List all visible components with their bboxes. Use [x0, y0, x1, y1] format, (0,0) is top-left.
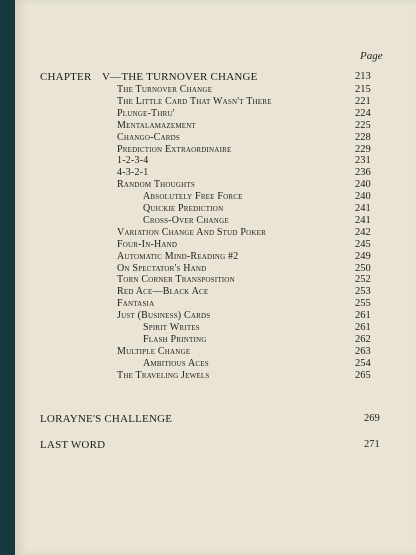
toc-entry-page: 250: [355, 262, 371, 274]
toc-entry: [15, 358, 416, 370]
toc-entry-page: 255: [355, 298, 371, 310]
section-title: LAST WORD: [40, 439, 106, 451]
toc-entry-page: 245: [355, 238, 371, 250]
toc-entry-page: 242: [355, 226, 371, 238]
toc-entry-page: 263: [355, 345, 371, 357]
toc-entry-page: 225: [355, 119, 371, 131]
toc-entry-title: The Turnover Change: [117, 84, 213, 95]
toc-entry-title: The Little Card That Wasn't There: [117, 95, 272, 107]
section-row-last-word: [40, 439, 385, 451]
section-row-challenge: [40, 413, 385, 425]
toc-entry-title: On Spectator's Hand: [117, 262, 207, 274]
toc-entry-title: Plunge-Thru': [117, 107, 175, 119]
toc-entry: [15, 310, 416, 322]
toc-entry-title: Torn Corner Transposition: [117, 274, 235, 286]
toc-entry: [15, 227, 416, 239]
toc-entry-page: 252: [355, 274, 371, 286]
toc-entry-page: 254: [355, 357, 371, 369]
toc-entry-page: 241: [355, 214, 371, 226]
toc-entry-title: Cross-Over Change: [143, 214, 229, 226]
toc-entry: [15, 191, 416, 203]
toc-entry-page: 262: [355, 333, 371, 345]
toc-entry: [15, 239, 416, 251]
toc-entry-title: Just (Business) Cards: [117, 310, 211, 322]
toc-entry: [15, 96, 416, 108]
chapter-title: V—THE TURNOVER CHANGE: [102, 71, 258, 83]
chapter-heading: [40, 71, 375, 83]
toc-entry: [15, 334, 416, 346]
toc-entry-page: 261: [355, 322, 371, 333]
toc-entry: [15, 203, 416, 215]
toc-entry: [15, 298, 416, 310]
toc-entry-page: 240: [355, 191, 371, 203]
toc-entry-page: 265: [355, 369, 371, 381]
toc-entry: [15, 215, 416, 227]
toc-entry: [15, 84, 416, 96]
toc-entry-title: Mentalamazement: [117, 119, 196, 131]
toc-entry-title: Chango-Cards: [117, 131, 181, 143]
toc-entry: [15, 286, 416, 298]
toc-entry-title: 1-2-3-4: [117, 155, 149, 167]
toc-entry-page: 240: [355, 179, 371, 191]
book-page: [15, 0, 416, 555]
toc-entry-title: Ambitious Aces: [143, 357, 209, 369]
toc-entry-title: Spirit Writes: [143, 322, 200, 333]
toc-entry: [15, 132, 416, 144]
toc-entry-title: Fantasia: [117, 298, 155, 310]
toc-entry-page: 228: [355, 131, 371, 143]
toc-entry-title: Flash Printing: [143, 333, 207, 345]
toc-entry-title: Quickie Prediction: [143, 203, 224, 214]
toc-entry-title: Absolutely Free Force: [143, 191, 243, 203]
toc-entry: [15, 322, 416, 334]
toc-entry-title: Random Thoughts: [117, 179, 195, 191]
toc-entry: [15, 120, 416, 132]
toc-entry: [15, 274, 416, 286]
toc-entry-page: 241: [355, 203, 371, 214]
toc-entry-title: Four-In-Hand: [117, 238, 178, 250]
toc-entry-page: 224: [355, 107, 371, 119]
toc-entry-title: The Traveling Jewels: [117, 369, 210, 381]
toc-entry: [15, 155, 416, 167]
toc-entry-page: 229: [355, 143, 371, 155]
page-column-header: Page: [360, 50, 383, 62]
toc-entry: [15, 179, 416, 191]
toc-entry-page: 236: [355, 167, 371, 179]
toc-entry: [15, 144, 416, 156]
toc-entry: [15, 167, 416, 179]
toc-entry-title: Automatic Mind-Reading #2: [117, 250, 239, 262]
toc-entry: [15, 108, 416, 120]
toc-entry: [15, 346, 416, 358]
toc-entry-title: Red Ace—Black Ace: [117, 286, 209, 298]
toc-entry-page: 261: [355, 310, 371, 322]
toc-entry-page: 249: [355, 250, 371, 262]
toc-entry: [15, 251, 416, 263]
toc-entry-title: 4-3-2-1: [117, 167, 149, 179]
toc-entry-page: 231: [355, 155, 371, 167]
toc-entry: [15, 370, 416, 382]
section-page: 271: [364, 439, 380, 450]
toc-entry: [15, 263, 416, 275]
chapter-page: 213: [355, 71, 371, 82]
chapter-label: CHAPTER: [40, 71, 92, 83]
toc-entry-page: 253: [355, 286, 371, 298]
toc-entry-title: Prediction Extraordinaire: [117, 143, 232, 155]
toc-entry-page: 215: [355, 84, 371, 95]
toc-entry-title: Multiple Change: [117, 345, 191, 357]
section-title: LORAYNE'S CHALLENGE: [40, 413, 173, 425]
section-page: 269: [364, 413, 380, 424]
toc-entry-page: 221: [355, 95, 371, 107]
toc-entry-title: Variation Change And Stud Poker: [117, 226, 266, 238]
